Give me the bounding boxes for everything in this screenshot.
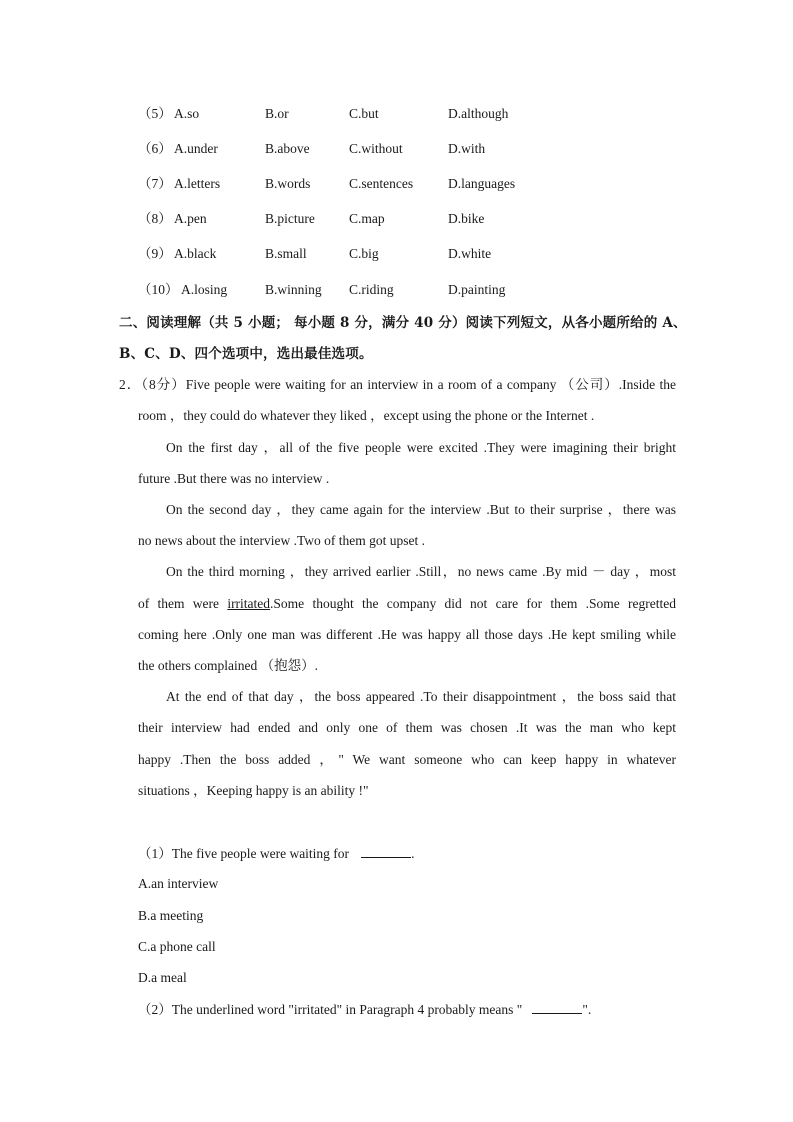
question-number: （7） xyxy=(138,176,172,191)
option-b: B.small xyxy=(265,246,307,261)
question-end: ". xyxy=(582,1002,592,1017)
passage-line: room ，they could do whatever they liked ，except using the phone or the Internet . xyxy=(138,408,595,423)
question-number: （5） xyxy=(138,106,172,121)
passage-line xyxy=(138,594,676,614)
option-c: C.without xyxy=(349,141,403,156)
option-c: C.big xyxy=(349,246,379,261)
option-d: D.although xyxy=(448,106,509,121)
underlined-word: irritated xyxy=(227,596,271,611)
section-heading-cont: B、C、D、四个选项中，选出最佳选项。 xyxy=(119,346,373,362)
passage-line: On the first day ，all of the five people were excited .They were imagining their bright xyxy=(166,440,676,455)
question-number: （9） xyxy=(138,246,172,261)
passage-line: On the third morning ，they arrived earlier .Still，no news came .By mid － day ，most xyxy=(166,564,676,579)
passage-line: future .But there was no interview . xyxy=(138,471,330,486)
option-d: D.languages xyxy=(448,176,516,191)
option-a: A.pen xyxy=(174,211,207,226)
question-stem xyxy=(138,999,591,1019)
option-b: B.or xyxy=(265,106,289,121)
passage-line: their interview had ended and only one of them was chosen .It was the man who kept xyxy=(138,720,676,735)
passage-line: no news about the interview .Two of them got upset . xyxy=(138,533,426,548)
question-text: （2）The underlined word "irritated" in Paragraph 4 probably means " xyxy=(138,1002,523,1017)
question-number: （8） xyxy=(138,211,172,226)
option-d: D.painting xyxy=(448,282,506,297)
option-a: A.losing xyxy=(181,282,228,297)
answer-option-b: B.a meeting xyxy=(138,908,204,923)
question-number: （10） xyxy=(138,282,179,297)
question-text: （1）The five people were waiting for xyxy=(138,846,350,861)
option-c: C.riding xyxy=(349,282,394,297)
option-d: D.white xyxy=(448,246,492,261)
option-b: B.above xyxy=(265,141,310,156)
option-c: C.but xyxy=(349,106,379,121)
option-a: A.letters xyxy=(174,176,221,191)
answer-blank[interactable] xyxy=(532,999,582,1014)
question-stem xyxy=(138,843,414,863)
option-d: D.bike xyxy=(448,211,485,226)
option-a: A.under xyxy=(174,141,218,156)
option-b: B.words xyxy=(265,176,311,191)
passage-line: coming here .Only one man was different .He was happy all those days .He kept smiling while xyxy=(138,627,676,642)
question-number: （6） xyxy=(138,141,172,156)
option-c: C.sentences xyxy=(349,176,414,191)
section-heading: 二、阅读理解（共 5 小题； 每小题 8 分，满分 40 分）阅读下列短文，从各小题所给的 A、 xyxy=(119,315,687,331)
passage-line: At the end of that day ，the boss appeared .To their disappointment ，the boss said that xyxy=(166,689,676,704)
option-b: B.winning xyxy=(265,282,322,297)
option-b: B.picture xyxy=(265,211,315,226)
option-c: C.map xyxy=(349,211,385,226)
passage-line: the others complained （抱怨）. xyxy=(138,658,318,673)
option-a: A.so xyxy=(174,106,200,121)
option-a: A.black xyxy=(174,246,217,261)
passage-line: situations ，Keeping happy is an ability !" xyxy=(138,783,369,798)
answer-option-d: D.a meal xyxy=(138,970,187,985)
answer-blank[interactable] xyxy=(361,843,411,858)
passage-text: of them were xyxy=(138,596,228,611)
answer-option-a: A.an interview xyxy=(138,876,219,891)
passage-line: On the second day ，they came again for the interview .But to their surprise ，there was xyxy=(166,502,676,517)
passage-line: happy .Then the boss added ，" We want someone who can keep happy in whatever xyxy=(138,752,676,767)
question-end: . xyxy=(411,846,415,861)
answer-option-c: C.a phone call xyxy=(138,939,216,954)
passage-text: .Some thought the company did not care for them .Some regretted xyxy=(270,596,677,611)
passage-line: 2．（8分）Five people were waiting for an interview in a room of a company （公司）.Inside the xyxy=(119,377,676,392)
option-d: D.with xyxy=(448,141,486,156)
